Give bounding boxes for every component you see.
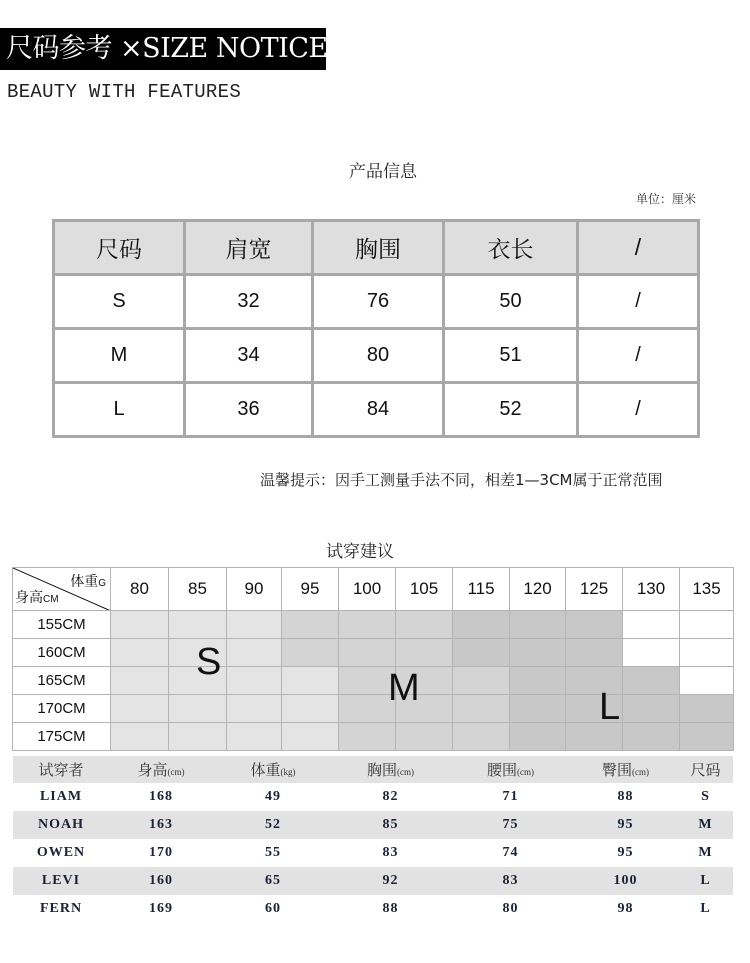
column-header: 尺码 — [54, 221, 185, 275]
table-cell: 65 — [213, 867, 333, 895]
zone-cell-m — [339, 695, 396, 723]
zone-cell-empty — [680, 667, 734, 695]
zone-cell-m — [339, 639, 396, 667]
zone-cell-l — [453, 639, 510, 667]
table-cell: 50 — [444, 275, 578, 329]
tester-name: OWEN — [36, 845, 86, 860]
zone-cell-s — [111, 667, 169, 695]
zone-cell-empty — [680, 639, 734, 667]
fit-guide-title: 试穿建议 — [326, 542, 394, 562]
zone-cell-s — [227, 723, 282, 751]
weight-header: 105 — [396, 568, 453, 611]
height-row — [13, 611, 734, 639]
zone-cell-s — [111, 611, 169, 639]
table-cell: 52 — [213, 811, 333, 839]
table-row — [54, 383, 699, 437]
table-cell: 160 — [109, 867, 213, 895]
trial-fit-table — [13, 756, 733, 923]
zone-cell-l — [566, 611, 623, 639]
tester-name: FERN — [39, 901, 83, 916]
table-cell: 100 — [573, 867, 678, 895]
table-cell: M — [54, 329, 185, 383]
zone-cell-s — [282, 667, 339, 695]
table-cell: 169 — [149, 901, 173, 916]
column-header: 胸围 — [313, 221, 444, 275]
zone-cell-m — [453, 723, 510, 751]
zone-cell-s — [169, 695, 227, 723]
zone-cell-l — [566, 639, 623, 667]
banner-subtitle: BEAUTY WITH FEATURES — [7, 81, 242, 103]
weight-header: 80 — [111, 568, 169, 611]
zone-cell-s — [227, 639, 282, 667]
grid-corner-cell — [13, 568, 111, 611]
column-header: 腰围(cm) — [448, 756, 573, 783]
height-label: 165CM — [13, 667, 111, 695]
column-header: 试穿者 — [13, 756, 109, 783]
table-cell: S — [54, 275, 185, 329]
table-cell: 95 — [617, 845, 634, 860]
zone-cell-l — [680, 723, 734, 751]
zone-cell-s — [282, 695, 339, 723]
column-header: 尺码 — [678, 756, 733, 783]
table-cell: S — [701, 789, 710, 804]
table-cell: 163 — [109, 811, 213, 839]
table-row — [13, 839, 733, 867]
tester-name: LEVI — [13, 867, 109, 895]
zone-cell-l — [510, 695, 566, 723]
zone-cell-s — [227, 611, 282, 639]
zone-cell-s — [169, 611, 227, 639]
zone-cell-s — [169, 723, 227, 751]
table-cell: 95 — [573, 811, 678, 839]
table-cell: 83 — [448, 867, 573, 895]
weight-header: 125 — [566, 568, 623, 611]
table-cell: 92 — [333, 867, 448, 895]
table-cell: 88 — [382, 901, 399, 916]
table-cell: L — [54, 383, 185, 437]
zone-label-s: S — [196, 641, 222, 683]
zone-cell-s — [111, 723, 169, 751]
weight-axis-label: 体重G — [70, 573, 106, 589]
zone-cell-s — [227, 667, 282, 695]
height-label: 175CM — [13, 723, 111, 751]
table-cell: 170 — [149, 845, 173, 860]
weight-header-row — [13, 568, 734, 611]
table-cell: 168 — [149, 789, 173, 804]
weight-header: 115 — [453, 568, 510, 611]
table-cell: / — [578, 329, 699, 383]
column-header: 体重(kg) — [213, 756, 333, 783]
table-row — [54, 329, 699, 383]
weight-header: 130 — [623, 568, 680, 611]
table-cell: 60 — [265, 901, 281, 916]
table-cell: L — [700, 901, 711, 916]
table-cell: 80 — [313, 329, 444, 383]
zone-label-l: L — [599, 686, 621, 728]
weight-header: 90 — [227, 568, 282, 611]
zone-cell-m — [339, 667, 396, 695]
zone-cell-empty — [623, 639, 680, 667]
tester-name: LIAM — [39, 789, 83, 804]
zone-cell-m — [453, 695, 510, 723]
table-cell: 51 — [444, 329, 578, 383]
column-header: 臀围(cm) — [573, 756, 678, 783]
zone-cell-l — [623, 695, 680, 723]
zone-cell-m — [339, 611, 396, 639]
zone-cell-l — [623, 723, 680, 751]
weight-header: 120 — [510, 568, 566, 611]
table-cell: 85 — [333, 811, 448, 839]
tester-name: NOAH — [13, 811, 109, 839]
table-cell: 36 — [185, 383, 313, 437]
table-cell: 74 — [502, 845, 519, 860]
table-cell: L — [678, 867, 733, 895]
height-row — [13, 639, 734, 667]
zone-cell-m — [396, 611, 453, 639]
zone-label-m: M — [388, 667, 420, 709]
trial-header-row — [13, 756, 733, 783]
zone-cell-m — [339, 723, 396, 751]
table-cell: 75 — [448, 811, 573, 839]
zone-cell-m — [282, 611, 339, 639]
zone-cell-l — [510, 667, 566, 695]
column-header: / — [578, 221, 699, 275]
zone-cell-s — [111, 639, 169, 667]
table-cell: 88 — [617, 789, 634, 804]
weight-header: 85 — [169, 568, 227, 611]
table-cell: 82 — [382, 789, 399, 804]
table-cell: 98 — [617, 901, 634, 916]
height-row — [13, 667, 734, 695]
zone-cell-m — [282, 639, 339, 667]
height-label: 160CM — [13, 639, 111, 667]
table-row — [54, 275, 699, 329]
zone-cell-empty — [623, 611, 680, 639]
zone-cell-l — [510, 723, 566, 751]
column-header: 身高(cm) — [109, 756, 213, 783]
product-size-table — [52, 219, 700, 438]
zone-cell-s — [227, 695, 282, 723]
column-header: 胸围(cm) — [333, 756, 448, 783]
column-header: 肩宽 — [185, 221, 313, 275]
zone-cell-l — [510, 639, 566, 667]
height-row — [13, 695, 734, 723]
zone-cell-l — [623, 667, 680, 695]
table-cell: 49 — [265, 789, 281, 804]
measurement-tip: 温馨提示：因手工测量手法不同，相差1—3CM属于正常范围 — [260, 471, 663, 489]
table-row — [13, 811, 733, 839]
height-label: 155CM — [13, 611, 111, 639]
fit-guide-grid — [12, 567, 734, 751]
height-label: 170CM — [13, 695, 111, 723]
height-axis-label: 身高CM — [15, 589, 59, 605]
zone-cell-l — [510, 611, 566, 639]
table-cell: 32 — [185, 275, 313, 329]
unit-label: 单位：厘米 — [635, 192, 696, 206]
column-header: 衣长 — [444, 221, 578, 275]
table-cell: 76 — [313, 275, 444, 329]
height-row — [13, 723, 734, 751]
banner-title-en: ×SIZE NOTICE — [120, 33, 328, 64]
size-notice-banner — [0, 28, 326, 70]
zone-cell-s — [111, 695, 169, 723]
zone-cell-l — [453, 611, 510, 639]
weight-header: 95 — [282, 568, 339, 611]
table-cell: M — [678, 811, 733, 839]
banner-title-cn: 尺码参考 — [6, 33, 112, 64]
zone-cell-m — [453, 667, 510, 695]
weight-header: 100 — [339, 568, 396, 611]
zone-cell-l — [680, 695, 734, 723]
table-cell: 84 — [313, 383, 444, 437]
table-cell: 71 — [502, 789, 519, 804]
product-info-title: 产品信息 — [349, 162, 417, 182]
table-cell: 55 — [265, 845, 281, 860]
table-row — [13, 783, 733, 811]
table-cell: 83 — [382, 845, 399, 860]
table-cell: 80 — [502, 901, 519, 916]
table-row — [13, 867, 733, 895]
zone-cell-s — [282, 723, 339, 751]
table-cell: 52 — [444, 383, 578, 437]
table-header-row — [54, 221, 699, 275]
weight-header: 135 — [680, 568, 734, 611]
zone-cell-empty — [680, 611, 734, 639]
table-cell: / — [578, 383, 699, 437]
zone-cell-m — [396, 723, 453, 751]
table-cell: 34 — [185, 329, 313, 383]
table-row — [13, 895, 733, 923]
zone-cell-m — [396, 639, 453, 667]
table-cell: / — [578, 275, 699, 329]
table-cell: M — [698, 845, 713, 860]
